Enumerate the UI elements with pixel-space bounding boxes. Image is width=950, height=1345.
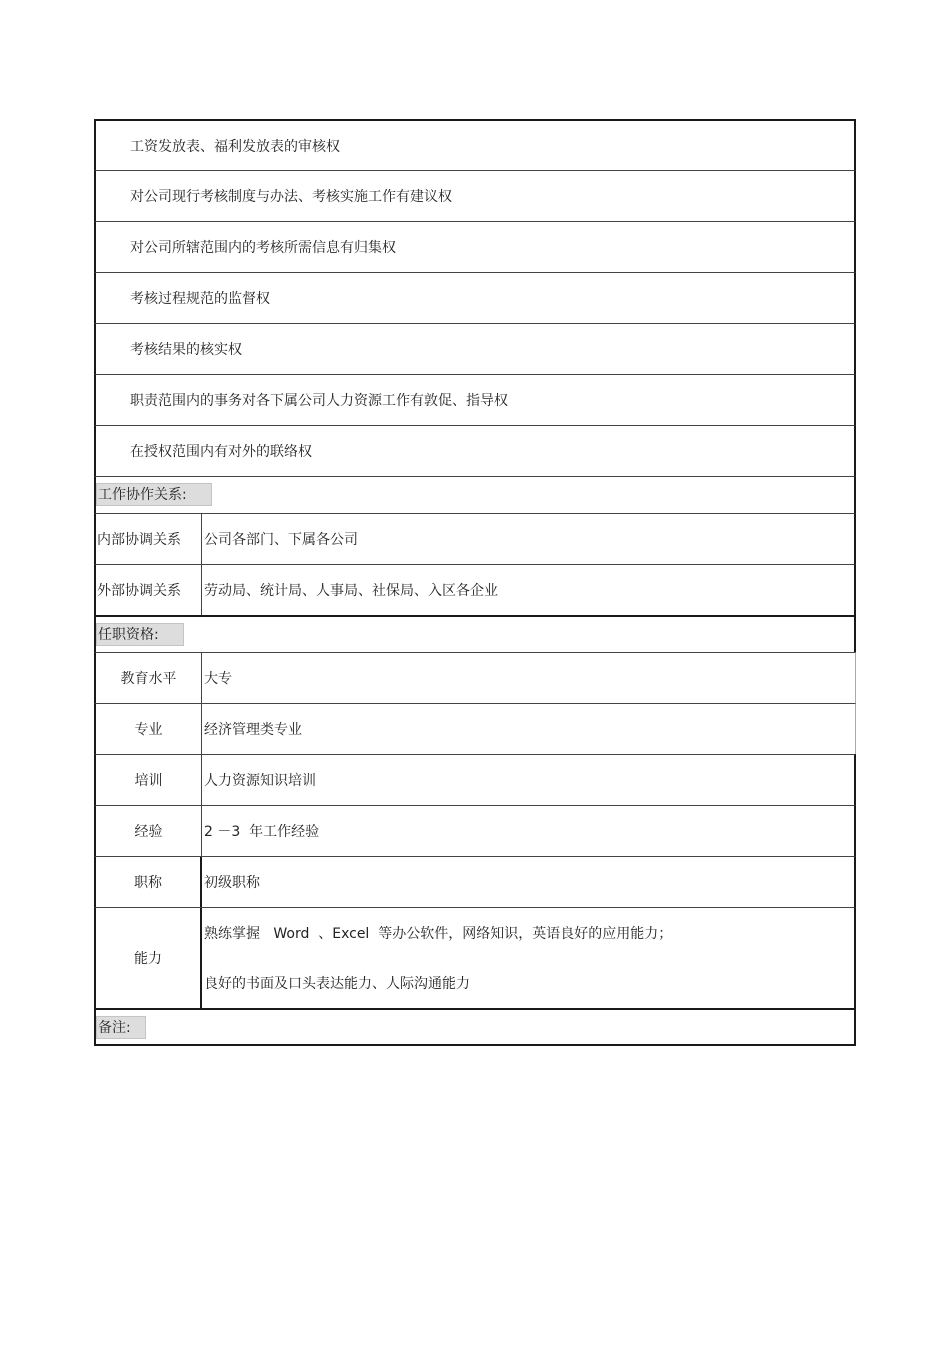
cooperation-row: [94, 513, 856, 564]
authority-text: 对公司所辖范围内的考核所需信息有归集权: [130, 240, 396, 256]
qualification-label: 能力: [96, 908, 202, 1008]
ability-line: 良好的书面及口头表达能力、人际沟通能力: [204, 976, 470, 992]
authority-text: 考核过程规范的监督权: [130, 291, 270, 307]
ability-line: 熟练掌握 Word 、Excel 等办公软件，网络知识，英语良好的应用能力；: [204, 926, 673, 942]
qualification-label: 专业: [96, 704, 202, 754]
authority-text: 考核结果的核实权: [130, 342, 242, 358]
authority-row: [94, 272, 856, 323]
qualification-label: 教育水平: [96, 653, 202, 703]
cooperation-label: 外部协调关系: [96, 565, 202, 615]
cooperation-heading: 工作协作关系:: [96, 483, 212, 506]
qualification-row-training: [94, 754, 856, 805]
qualification-row-education: [94, 652, 856, 703]
cooperation-label: 内部协调关系: [96, 514, 202, 564]
remarks-heading: 备注:: [96, 1016, 146, 1039]
qualification-row-ability: [94, 907, 856, 1008]
authority-row: [94, 170, 856, 221]
qualification-value: 大专: [204, 671, 232, 687]
authority-row: [94, 221, 856, 272]
qualification-label: 职称: [96, 857, 202, 907]
remarks-row: [94, 1008, 856, 1046]
qualification-value: 经济管理类专业: [204, 722, 302, 738]
cooperation-heading-row: [94, 476, 856, 513]
cooperation-row: [94, 564, 856, 615]
authority-text: 职责范围内的事务对各下属公司人力资源工作有敦促、指导权: [130, 393, 508, 409]
qualification-row-experience: [94, 805, 856, 856]
qualification-value: 人力资源知识培训: [204, 773, 316, 789]
qualification-value: 初级职称: [204, 875, 260, 891]
cooperation-value: 劳动局、统计局、人事局、社保局、入区各企业: [204, 583, 498, 599]
cooperation-value: 公司各部门、下属各公司: [204, 532, 358, 548]
qualification-row-major: [94, 703, 856, 754]
authority-row: [94, 323, 856, 374]
authority-text: 对公司现行考核制度与办法、考核实施工作有建议权: [130, 189, 452, 205]
qualifications-heading-row: [94, 615, 856, 652]
qualification-value: 2 －3 年工作经验: [204, 824, 320, 840]
authority-row: [94, 119, 856, 170]
qualification-label: 经验: [96, 806, 202, 856]
qualification-row-title: [94, 856, 856, 907]
ability-description: [202, 923, 672, 993]
authority-text: 在授权范围内有对外的联络权: [130, 444, 312, 460]
job-description-table: [94, 119, 856, 1046]
authority-row: [94, 374, 856, 425]
qualifications-heading: 任职资格:: [96, 623, 184, 646]
authority-text: 工资发放表、福利发放表的审核权: [130, 138, 340, 155]
authority-row: [94, 425, 856, 476]
qualification-label: 培训: [96, 755, 202, 805]
